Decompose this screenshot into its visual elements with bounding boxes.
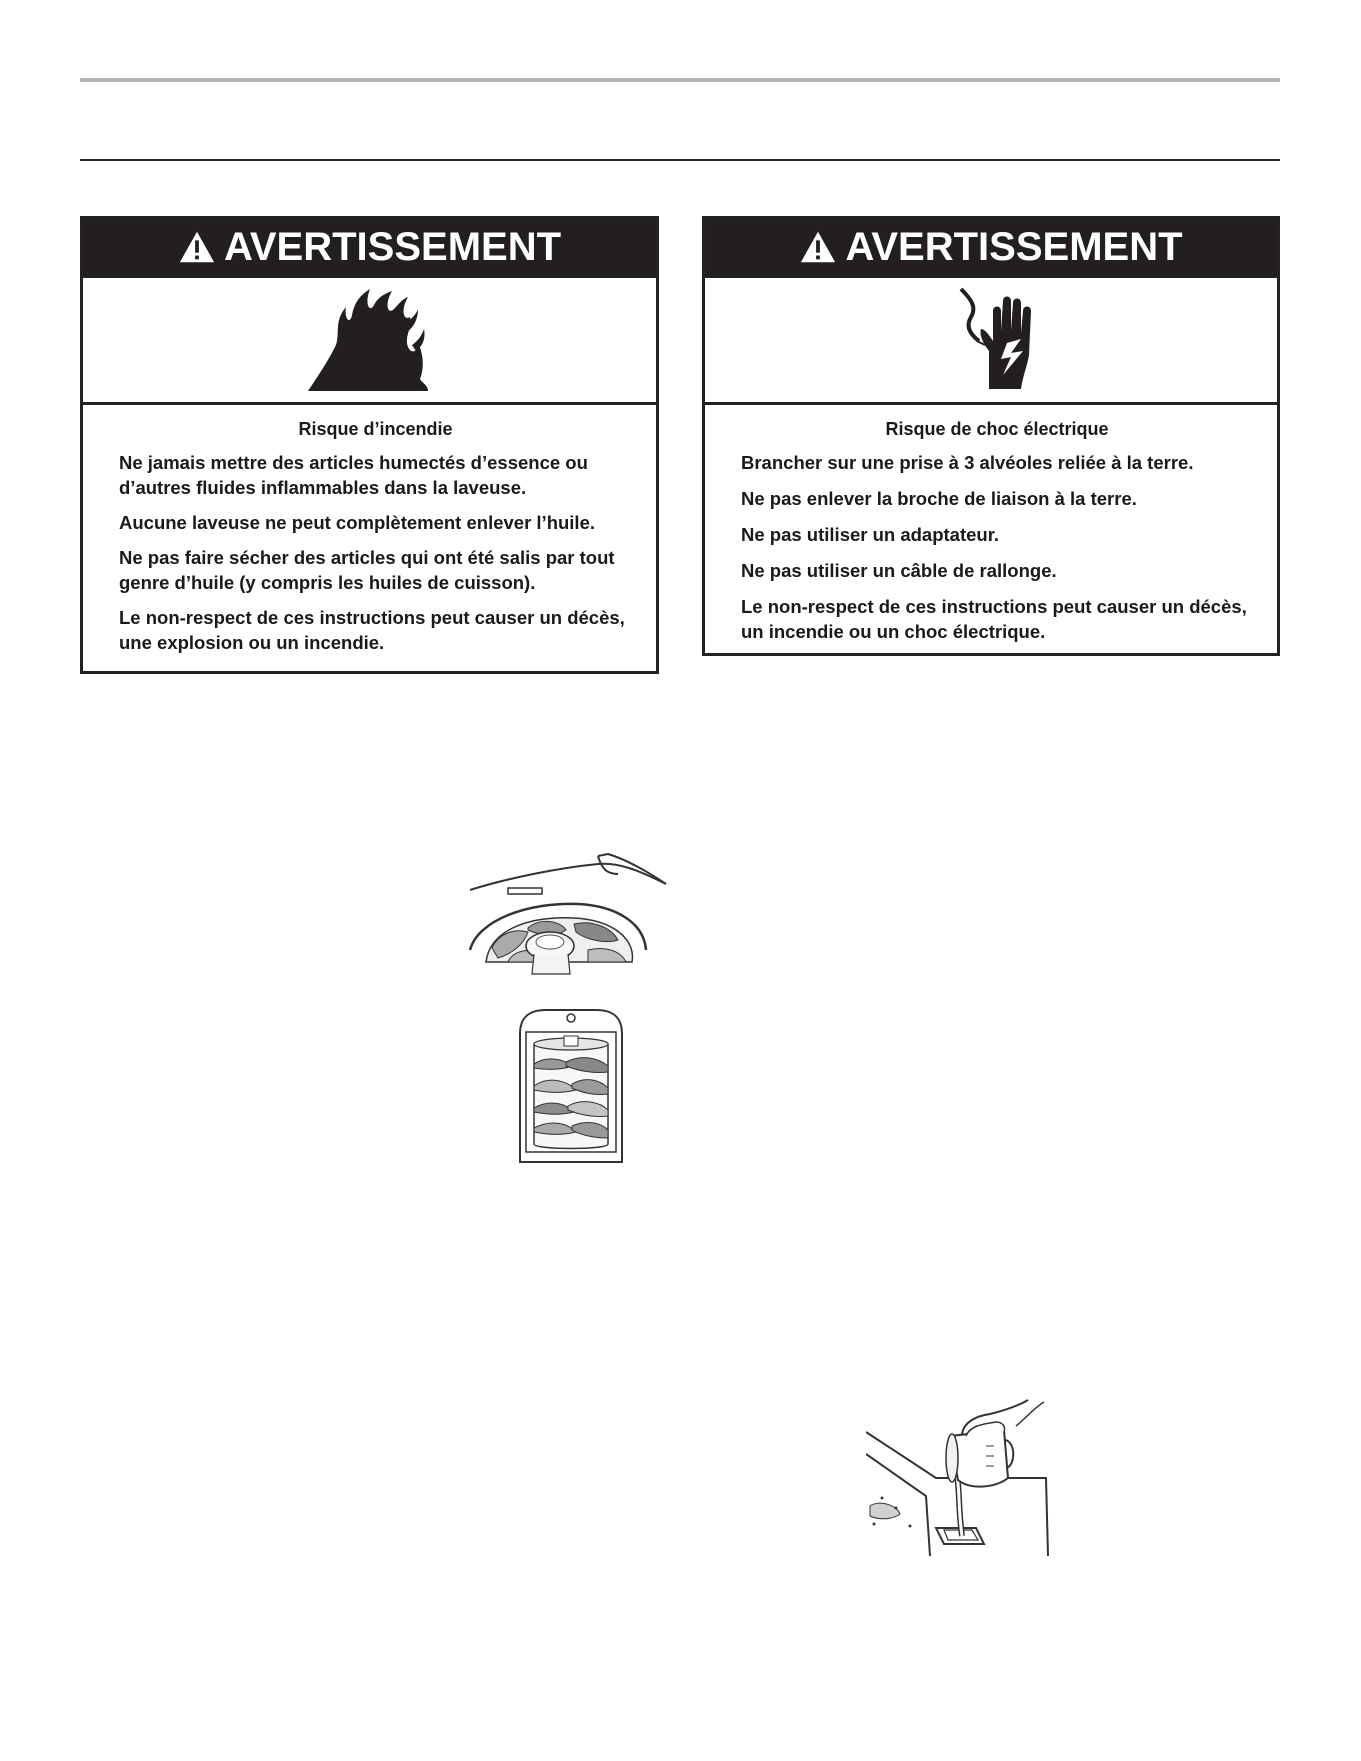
washer-top-view-illustration <box>468 850 668 992</box>
warning-title: AVERTISSEMENT <box>845 224 1183 269</box>
warning-header <box>705 219 1277 278</box>
washer-basket-load-illustration <box>516 1004 626 1166</box>
fire-warning-box <box>80 216 659 674</box>
warning-line: Aucune laveuse ne peut complètement enlever l’huile. <box>119 512 596 533</box>
pictogram-area <box>83 278 656 405</box>
risk-title: Risque d’incendie <box>298 419 453 439</box>
electric-warning-box <box>702 216 1280 656</box>
warning-line: Le non-respect de ces instructions peut causer un décès, une explosion ou un incendie. <box>119 607 625 653</box>
warning-line: Le non-respect de ces instructions peut causer un décès, un incendie ou un choc électrique. <box>741 596 1247 642</box>
warning-line: Ne pas utiliser un adaptateur. <box>741 524 1000 545</box>
pictogram-area <box>705 278 1277 405</box>
warning-title: AVERTISSEMENT <box>223 224 562 269</box>
warning-triangle-icon <box>799 229 837 265</box>
warning-text <box>705 405 1277 644</box>
warning-triangle-icon <box>178 229 216 265</box>
electric-shock-hand-icon <box>941 285 1041 395</box>
warning-line: Ne pas enlever la broche de liaison à la terre. <box>741 488 1137 509</box>
warning-line: Ne jamais mettre des articles humectés d’essence ou d’autres fluides inflammables dans la laveuse. <box>119 452 588 498</box>
header-rule-bottom <box>80 159 1280 161</box>
fire-icon <box>300 285 440 395</box>
warning-header <box>83 219 656 278</box>
warning-line: Ne pas utiliser un câble de rallonge. <box>741 560 1057 581</box>
warning-line: Brancher sur une prise à 3 alvéoles reliée à la terre. <box>741 452 1194 473</box>
risk-title: Risque de choc électrique <box>885 419 1109 439</box>
header-rule-top <box>80 78 1280 82</box>
warning-text <box>83 405 656 655</box>
pouring-detergent-illustration <box>866 1396 1056 1558</box>
warning-line: Ne pas faire sécher des articles qui ont été salis par tout genre d’huile (y compris les huiles de cuisson). <box>119 547 615 593</box>
